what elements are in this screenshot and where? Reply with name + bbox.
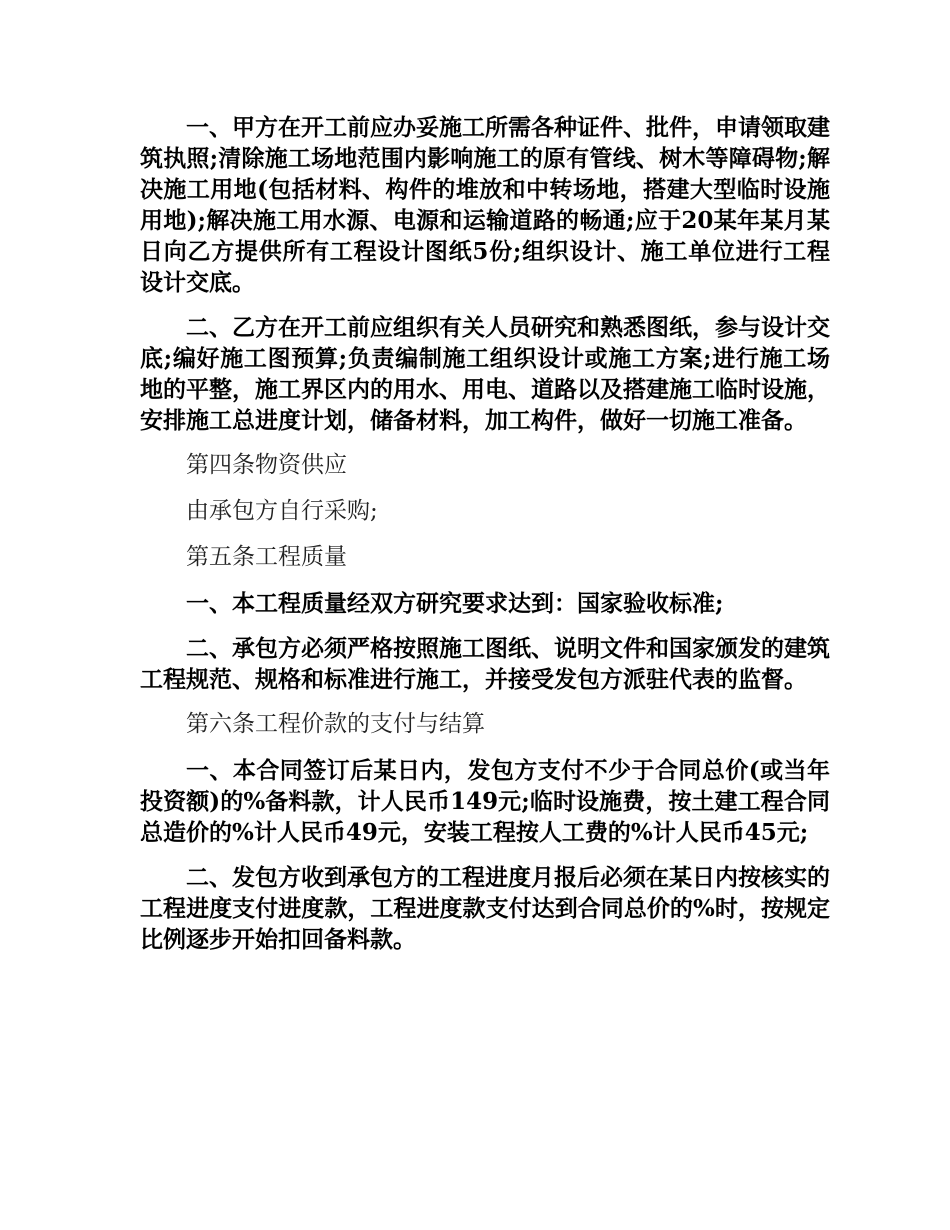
clause-paragraph-quality-standard: 一、本工程质量经双方研究要求达到：国家验收标准;: [186, 590, 724, 617]
clause-paragraph-construction-compliance: 二、承包方必须严格按照施工图纸、说明文件和国家颁发的建筑工程规范、规格和标准进行施工，并接受发包方派驻代表的监督。: [140, 635, 830, 693]
clause-paragraph-progress-payment: 二、发包方收到承包方的工程进度月报后必须在某日内按核实的工程进度支付进度款，工程进度款支付达到合同总价的%时，按规定比例逐步开始扣回备料款。: [140, 864, 830, 953]
clause-paragraph-party-b-duties: 二、乙方在开工前应组织有关人员研究和熟悉图纸，参与设计交底;编好施工图预算;负责编制施工组织设计或施工方案;进行施工场地的平整，施工界区内的用水、用电、道路以及搭建施工临时设施，安排施工总进度计划，储备材料，加工构件，做好一切施工准备。: [140, 314, 830, 434]
section-heading-article-5: 第五条工程质量: [186, 544, 347, 570]
clause-paragraph-party-a-duties: 一、甲方在开工前应办妥施工所需各种证件、批件，申请领取建筑执照;清除施工场地范围内影响施工的原有管线、树木等障碍物;解决施工用地(包括材料、构件的堆放和中转场地，搭建大型临时设施用地);解决施工用水源、电源和运输道路的畅通;应于20某年某月某日向乙方提供所有工程设计图纸5份;组织设计、施工单位进行工程设计交底。: [140, 114, 830, 296]
clause-paragraph-advance-payment: 一、本合同签订后某日内，发包方支付不少于合同总价(或当年投资额)的%备料款，计人民币149元;临时设施费，按土建工程合同总造价的%计人民币49元，安装工程按人工费的%计人民币45元;: [140, 757, 830, 846]
clause-text-procurement: 由承包方自行采购;: [186, 498, 378, 524]
document-page: [140, 112, 830, 969]
section-heading-article-6: 第六条工程价款的支付与结算: [186, 711, 485, 737]
section-heading-article-4: 第四条物资供应: [186, 452, 347, 478]
